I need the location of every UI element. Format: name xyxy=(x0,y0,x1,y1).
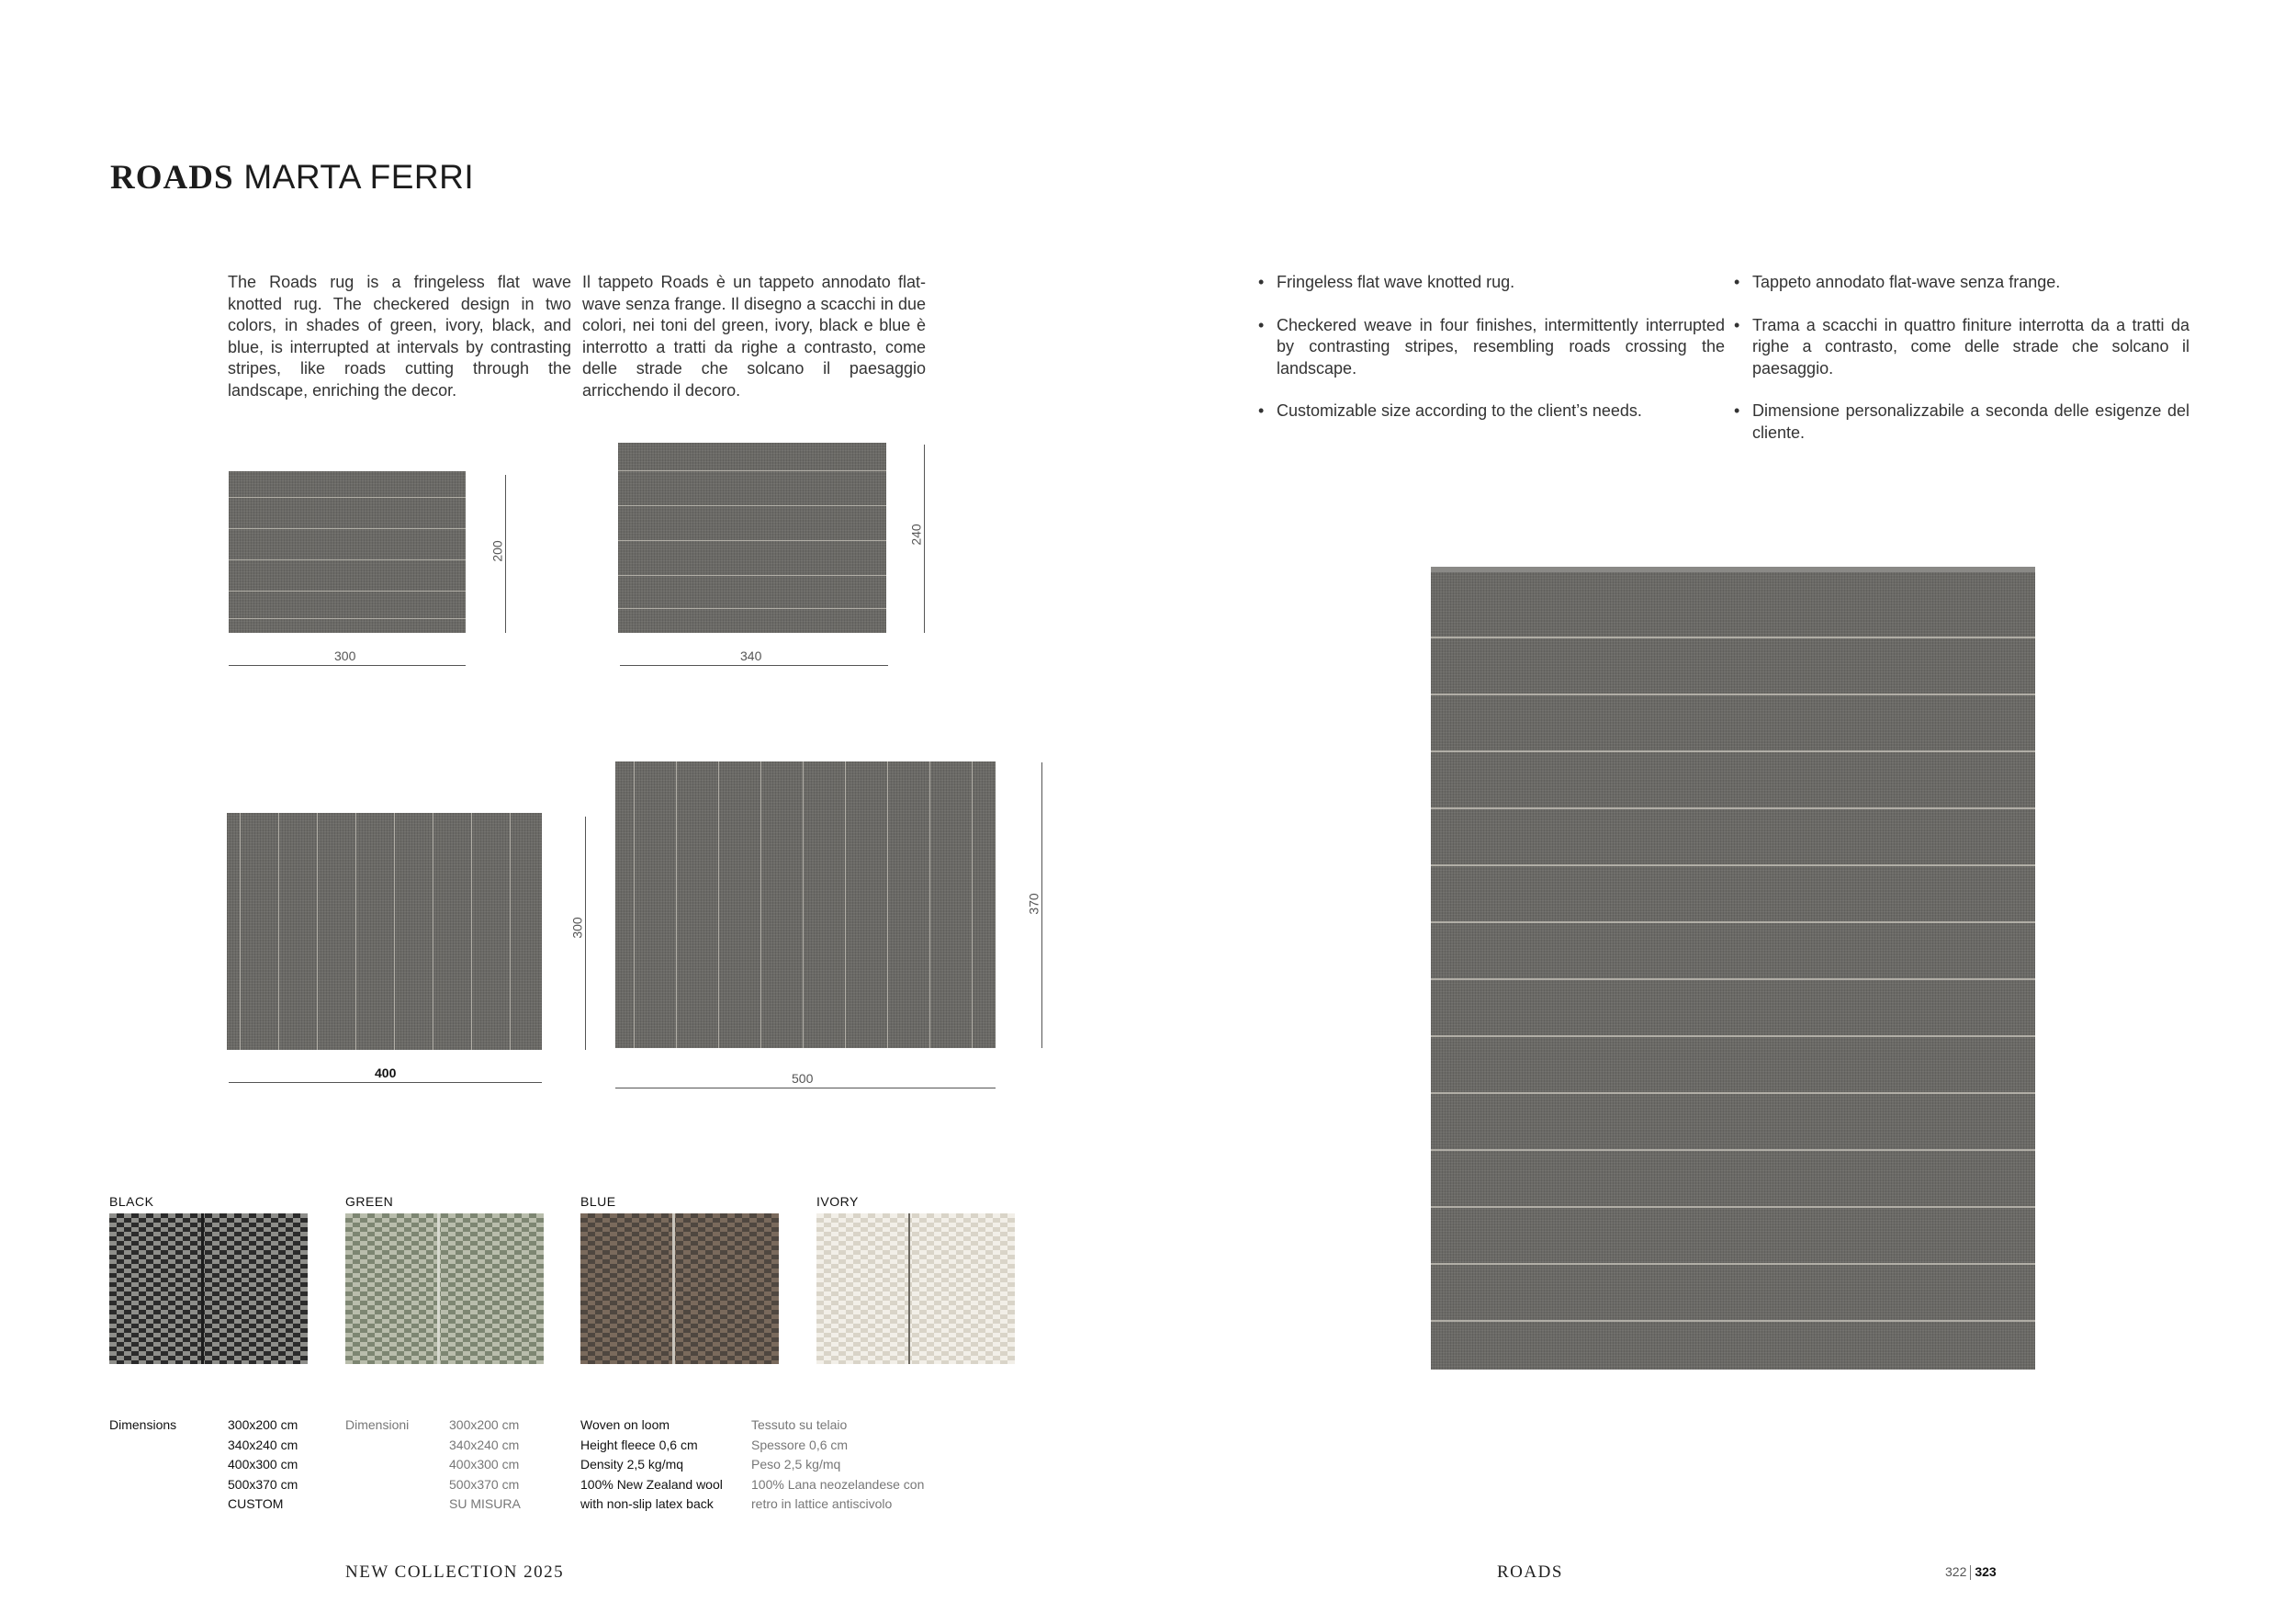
rug-size-340x240 xyxy=(618,443,886,633)
width-dimension-line xyxy=(620,665,888,666)
feature-item: • Dimensione personalizzabile a seconda delle esigenze del cliente. xyxy=(1732,400,2189,444)
tech-specs-italian xyxy=(751,1415,924,1515)
swatch-label-ivory: IVORY xyxy=(816,1194,859,1209)
features-english xyxy=(1256,272,1725,444)
tech-spec-line: Tessuto su telaio xyxy=(751,1417,848,1432)
width-label: 400 xyxy=(375,1066,397,1080)
dimensioni-value: 400x300 cm xyxy=(449,1457,520,1472)
height-dimension-line xyxy=(1041,762,1042,1048)
width-label: 500 xyxy=(792,1071,814,1086)
tech-spec-line: with non-slip latex back xyxy=(580,1496,714,1511)
dimensioni-list xyxy=(449,1415,521,1515)
dimensioni-value: 340x240 cm xyxy=(449,1437,520,1452)
dimensioni-value: 300x200 cm xyxy=(449,1417,520,1432)
dimensions-label: Dimensions xyxy=(109,1417,177,1432)
footer-collection: NEW COLLECTION 2025 xyxy=(345,1562,565,1582)
swatch-ivory xyxy=(816,1213,1015,1364)
features-italian xyxy=(1732,272,2189,465)
designer-name: MARTA FERRI xyxy=(243,158,475,196)
tech-spec-line: Peso 2,5 kg/mq xyxy=(751,1457,841,1472)
collection-name: ROADS xyxy=(110,159,234,197)
feature-item: • Fringeless flat wave knotted rug. xyxy=(1256,272,1725,294)
swatch-label-blue: BLUE xyxy=(580,1194,616,1209)
tech-spec-line: 100% New Zealand wool xyxy=(580,1476,723,1492)
page-number-left: 322 xyxy=(1945,1564,1967,1579)
tech-spec-line: 100% Lana neozelandese con xyxy=(751,1476,925,1492)
tech-specs-english xyxy=(580,1415,723,1515)
page-numbers xyxy=(1945,1564,1997,1580)
dimensioni-label: Dimensioni xyxy=(345,1417,410,1432)
width-label: 300 xyxy=(334,648,356,663)
tech-spec-line: Spessore 0,6 cm xyxy=(751,1437,849,1452)
width-label: 340 xyxy=(740,648,762,663)
dimensioni-value: 500x370 cm xyxy=(449,1476,520,1492)
tech-spec-line: retro in lattice antiscivolo xyxy=(751,1496,893,1511)
height-label: 200 xyxy=(490,540,505,562)
intro-english: The Roads rug is a fringeless flat wave knotted rug. The checkered design in two colors, in shades of green, ivory, black, and blue, is interrupted at intervals by contrasting stripes, like roads cutting through the landscape, enriching the decor. xyxy=(228,273,571,400)
dimensioni-value: SU MISURA xyxy=(449,1496,521,1511)
tech-spec-line: Woven on loom xyxy=(580,1417,670,1432)
height-label: 240 xyxy=(908,524,924,546)
swatch-green xyxy=(345,1213,544,1364)
feature-item: • Customizable size according to the client’s needs. xyxy=(1256,400,1725,423)
dimension-value: CUSTOM xyxy=(228,1496,284,1511)
swatch-label-green: GREEN xyxy=(345,1194,394,1209)
swatch-label-black: BLACK xyxy=(109,1194,154,1209)
height-dimension-line xyxy=(924,445,925,633)
feature-item: • Tappeto annodato flat-wave senza frange. xyxy=(1732,272,2189,294)
dimension-value: 500x370 cm xyxy=(228,1476,298,1492)
dimensions-list xyxy=(228,1415,298,1515)
width-dimension-line xyxy=(229,665,466,666)
feature-item: • Checkered weave in four finishes, intermittently interrupted by contrasting stripes, resembling roads crossing the landscape. xyxy=(1256,315,1725,380)
height-dimension-line xyxy=(505,475,506,633)
feature-item: • Trama a scacchi in quattro finiture interrotta da a tratti da righe a contrasto, come delle strade che solcano il paesaggio. xyxy=(1732,315,2189,380)
dimension-value: 340x240 cm xyxy=(228,1437,298,1452)
width-dimension-line xyxy=(229,1082,542,1083)
page-title xyxy=(110,158,474,197)
height-label: 300 xyxy=(569,917,585,939)
rug-main-image xyxy=(1431,567,2035,1370)
swatch-black xyxy=(109,1213,308,1364)
rug-size-400x300 xyxy=(227,813,542,1050)
intro-italian: Il tappeto Roads è un tappeto annodato flat-wave senza frange. Il disegno a scacchi in due colori, nei toni del green, ivory, black e blue è interrotto a tratti da righe a contrasto, come delle strade che solcano il paesaggio arricchendo il decoro. xyxy=(582,273,926,400)
height-label: 370 xyxy=(1026,893,1041,915)
height-dimension-line xyxy=(585,817,586,1050)
footer-title: ROADS xyxy=(1497,1562,1563,1582)
dimension-value: 400x300 cm xyxy=(228,1457,298,1472)
page-number-right: 323 xyxy=(1975,1564,1997,1579)
tech-spec-line: Density 2,5 kg/mq xyxy=(580,1457,684,1472)
tech-spec-line: Height fleece 0,6 cm xyxy=(580,1437,698,1452)
rug-size-500x370 xyxy=(615,761,996,1048)
dimension-value: 300x200 cm xyxy=(228,1417,298,1432)
rug-size-300x200 xyxy=(229,471,466,633)
swatch-blue xyxy=(580,1213,779,1364)
